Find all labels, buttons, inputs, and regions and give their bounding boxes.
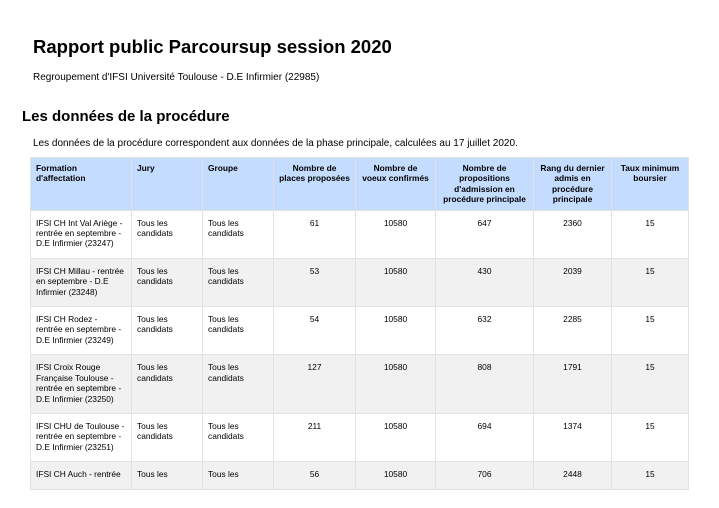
cell-taux-boursier: 15: [612, 258, 689, 306]
cell-taux-boursier: 15: [612, 462, 689, 489]
report-subtitle: Regroupement d'IFSI Université Toulouse - D.E Infirmier (22985): [33, 72, 320, 83]
cell-formation: IFSI CH Int Val Ariège - rentrée en septembre - D.E Infirmier (23247): [31, 210, 132, 258]
cell-taux-boursier: 15: [612, 355, 689, 414]
cell-jury: Tous les candidats: [132, 307, 203, 355]
report-title: Rapport public Parcoursup session 2020: [33, 36, 392, 57]
cell-groupe: Tous les candidats: [203, 210, 274, 258]
cell-groupe: Tous les: [203, 462, 274, 489]
cell-propositions: 808: [436, 355, 534, 414]
cell-propositions: 706: [436, 462, 534, 489]
section-title: Les données de la procédure: [22, 108, 230, 125]
cell-propositions: 694: [436, 413, 534, 461]
cell-voeux: 10580: [356, 413, 436, 461]
column-header-groupe: Groupe: [203, 158, 274, 211]
table-row: [31, 413, 689, 461]
cell-formation: IFSI CH Rodez - rentrée en septembre - D.E Infirmier (23249): [31, 307, 132, 355]
cell-taux-boursier: 15: [612, 307, 689, 355]
cell-places: 127: [274, 355, 356, 414]
cell-formation: IFSI CH Auch - rentrée: [31, 462, 132, 489]
cell-rang: 2285: [534, 307, 612, 355]
cell-rang: 2448: [534, 462, 612, 489]
column-header-propositions: Nombre de propositions d'admission en procédure principale: [436, 158, 534, 211]
cell-propositions: 632: [436, 307, 534, 355]
cell-voeux: 10580: [356, 462, 436, 489]
cell-places: 56: [274, 462, 356, 489]
cell-groupe: Tous les candidats: [203, 355, 274, 414]
cell-voeux: 10580: [356, 258, 436, 306]
table-row: [31, 210, 689, 258]
cell-voeux: 10580: [356, 355, 436, 414]
cell-rang: 2360: [534, 210, 612, 258]
cell-formation: IFSI CHU de Toulouse - rentrée en septembre - D.E Infirmier (23251): [31, 413, 132, 461]
cell-propositions: 647: [436, 210, 534, 258]
cell-voeux: 10580: [356, 307, 436, 355]
cell-jury: Tous les candidats: [132, 210, 203, 258]
cell-voeux: 10580: [356, 210, 436, 258]
cell-groupe: Tous les candidats: [203, 307, 274, 355]
cell-rang: 2039: [534, 258, 612, 306]
cell-places: 61: [274, 210, 356, 258]
section-description: Les données de la procédure correspondent aux données de la phase principale, calculées au 17 juillet 2020.: [33, 138, 518, 149]
cell-groupe: Tous les candidats: [203, 258, 274, 306]
cell-jury: Tous les: [132, 462, 203, 489]
column-header-voeux: Nombre de voeux confirmés: [356, 158, 436, 211]
column-header-jury: Jury: [132, 158, 203, 211]
column-header-places: Nombre de places proposées: [274, 158, 356, 211]
cell-places: 211: [274, 413, 356, 461]
cell-jury: Tous les candidats: [132, 355, 203, 414]
cell-places: 53: [274, 258, 356, 306]
table-row: [31, 307, 689, 355]
cell-formation: IFSI Croix Rouge Française Toulouse - rentrée en septembre - D.E Infirmier (23250): [31, 355, 132, 414]
table-row: [31, 462, 689, 489]
column-header-taux-boursier: Taux minimum boursier: [612, 158, 689, 211]
table-header-row: [31, 158, 689, 211]
column-header-rang: Rang du dernier admis en procédure principale: [534, 158, 612, 211]
cell-formation: IFSI CH Millau - rentrée en septembre - D.E Infirmier (23248): [31, 258, 132, 306]
cell-jury: Tous les candidats: [132, 413, 203, 461]
cell-jury: Tous les candidats: [132, 258, 203, 306]
procedure-data-table: [30, 157, 689, 490]
cell-taux-boursier: 15: [612, 210, 689, 258]
column-header-formation: Formation d'affectation: [31, 158, 132, 211]
table-row: [31, 355, 689, 414]
cell-propositions: 430: [436, 258, 534, 306]
table-row: [31, 258, 689, 306]
cell-rang: 1374: [534, 413, 612, 461]
cell-rang: 1791: [534, 355, 612, 414]
cell-places: 54: [274, 307, 356, 355]
cell-groupe: Tous les candidats: [203, 413, 274, 461]
cell-taux-boursier: 15: [612, 413, 689, 461]
